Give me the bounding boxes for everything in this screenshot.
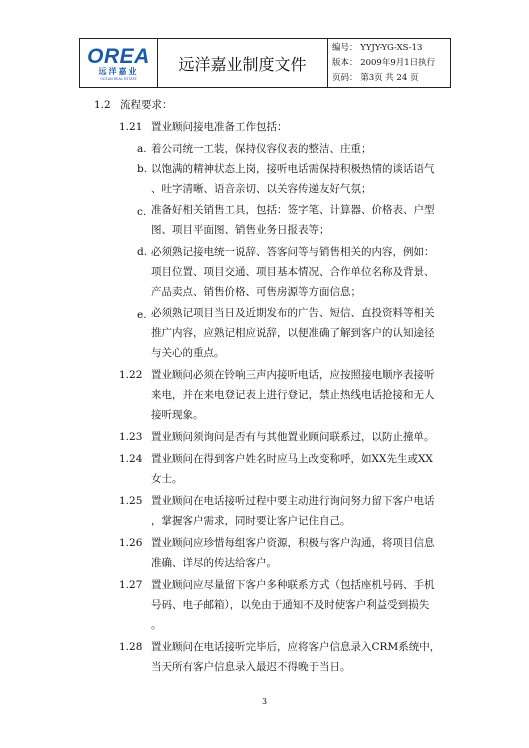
item-text: 置业顾问应珍惜每组客户资源，积极与客户沟通，将项目信息 (151, 537, 435, 549)
item-text: 当天所有客户信息录入最迟不得晚于当日。 (151, 661, 351, 673)
item-text: 接听现象。 (151, 409, 204, 421)
item-number: 1.23 (119, 431, 143, 443)
item-text: 置业顾问接电准备工作包括： (151, 121, 288, 133)
item-text: 图、项目平面图、销售业务日报表等； (151, 224, 330, 236)
item-text: ，掌握客户需求，同时要让客户记住自己。 (151, 515, 351, 527)
item-number: c. (137, 206, 147, 218)
item-number: d. (137, 246, 148, 258)
logo-wordmark: OREA (87, 45, 150, 68)
item-number: 1.26 (119, 537, 143, 549)
document-code: 编号： YYJY-YG-XS-13 (332, 42, 423, 53)
item-text: 产品卖点、销售价格、可售房源等方面信息； (151, 286, 361, 298)
item-text: 准备好相关销售工具，包括：签字笔、计算器、价格表、户型 (151, 204, 435, 216)
section-title: 流程要求： (120, 99, 173, 111)
item-number: 1.28 (119, 641, 143, 653)
item-number: 1.21 (119, 121, 143, 133)
page-number: 3 (261, 697, 268, 706)
document-version: 版本： 2009年9月1日执行 (332, 57, 436, 68)
section-number: 1.2 (94, 99, 111, 111)
item-text: 置业顾问应尽量留下客户多种联系方式（包括座机号码、手机 (151, 579, 435, 591)
item-text: 着公司统一工装，保持仪容仪表的整洁、庄重； (151, 143, 372, 155)
item-text: 来电，并在来电登记表上进行登记，禁止热线电话抢接和无人 (151, 389, 435, 401)
item-text: 置业顾问必须在铃响三声内接听电话，应按照接电顺序表接听 (151, 369, 435, 381)
item-text: 准确、详尽的传达给客户。 (151, 557, 277, 569)
item-text: 必须熟记项目当日及近期发布的广告、短信、直投资料等相关 (151, 307, 435, 319)
item-text: 。 (151, 619, 162, 631)
item-number: 1.25 (119, 495, 143, 507)
item-text: 置业顾问在电话接听过程中要主动进行询问努力留下客户电话 (151, 495, 435, 507)
item-number: 1.22 (119, 369, 143, 381)
item-text: 号码、电子邮箱），以免由于通知不及时使客户利益受到损失 (151, 599, 430, 611)
item-text: 推广内容，应熟记相应说辞，以便准确了解到客户的认知途径 (151, 327, 435, 339)
item-text: 以饱满的精神状态上岗，接听电话需保持积极热情的谈话语气 (151, 163, 435, 175)
item-text: 项目位置、项目交通、项目基本情况、合作单位名称及背景、 (151, 266, 435, 278)
item-text: 、吐字清晰、语音亲切、以关容传递友好气氛； (151, 183, 372, 195)
item-text: 置业顾问须询问是否有与其他置业顾问联系过，以防止撞单。 (151, 431, 435, 443)
item-text: 必须熟记接电统一说辞、答客问等与销售相关的内容，例如： (151, 246, 435, 258)
document-page-info: 页码： 第3页 共 24 页 (332, 72, 419, 83)
logo-chinese-name: 远洋嘉业 (98, 67, 139, 76)
logo-english-name: OCEAN REAL ESTATE (100, 77, 137, 81)
item-number: 1.24 (119, 453, 143, 465)
item-text: 与关心的重点。 (151, 347, 225, 359)
document-title: 远洋嘉业制度文件 (158, 39, 328, 87)
item-number: b. (137, 163, 148, 175)
item-number: a. (137, 143, 147, 155)
item-text: 置业顾问在得到客户姓名时应马上改变称呼，如XX先生或XX (151, 453, 433, 465)
item-text: 女士。 (151, 473, 183, 485)
item-number: 1.27 (119, 579, 143, 591)
item-text: 置业顾问在电话接听完毕后，应将客户信息录入CRM系统中， (151, 641, 441, 653)
item-number: e. (137, 309, 147, 321)
